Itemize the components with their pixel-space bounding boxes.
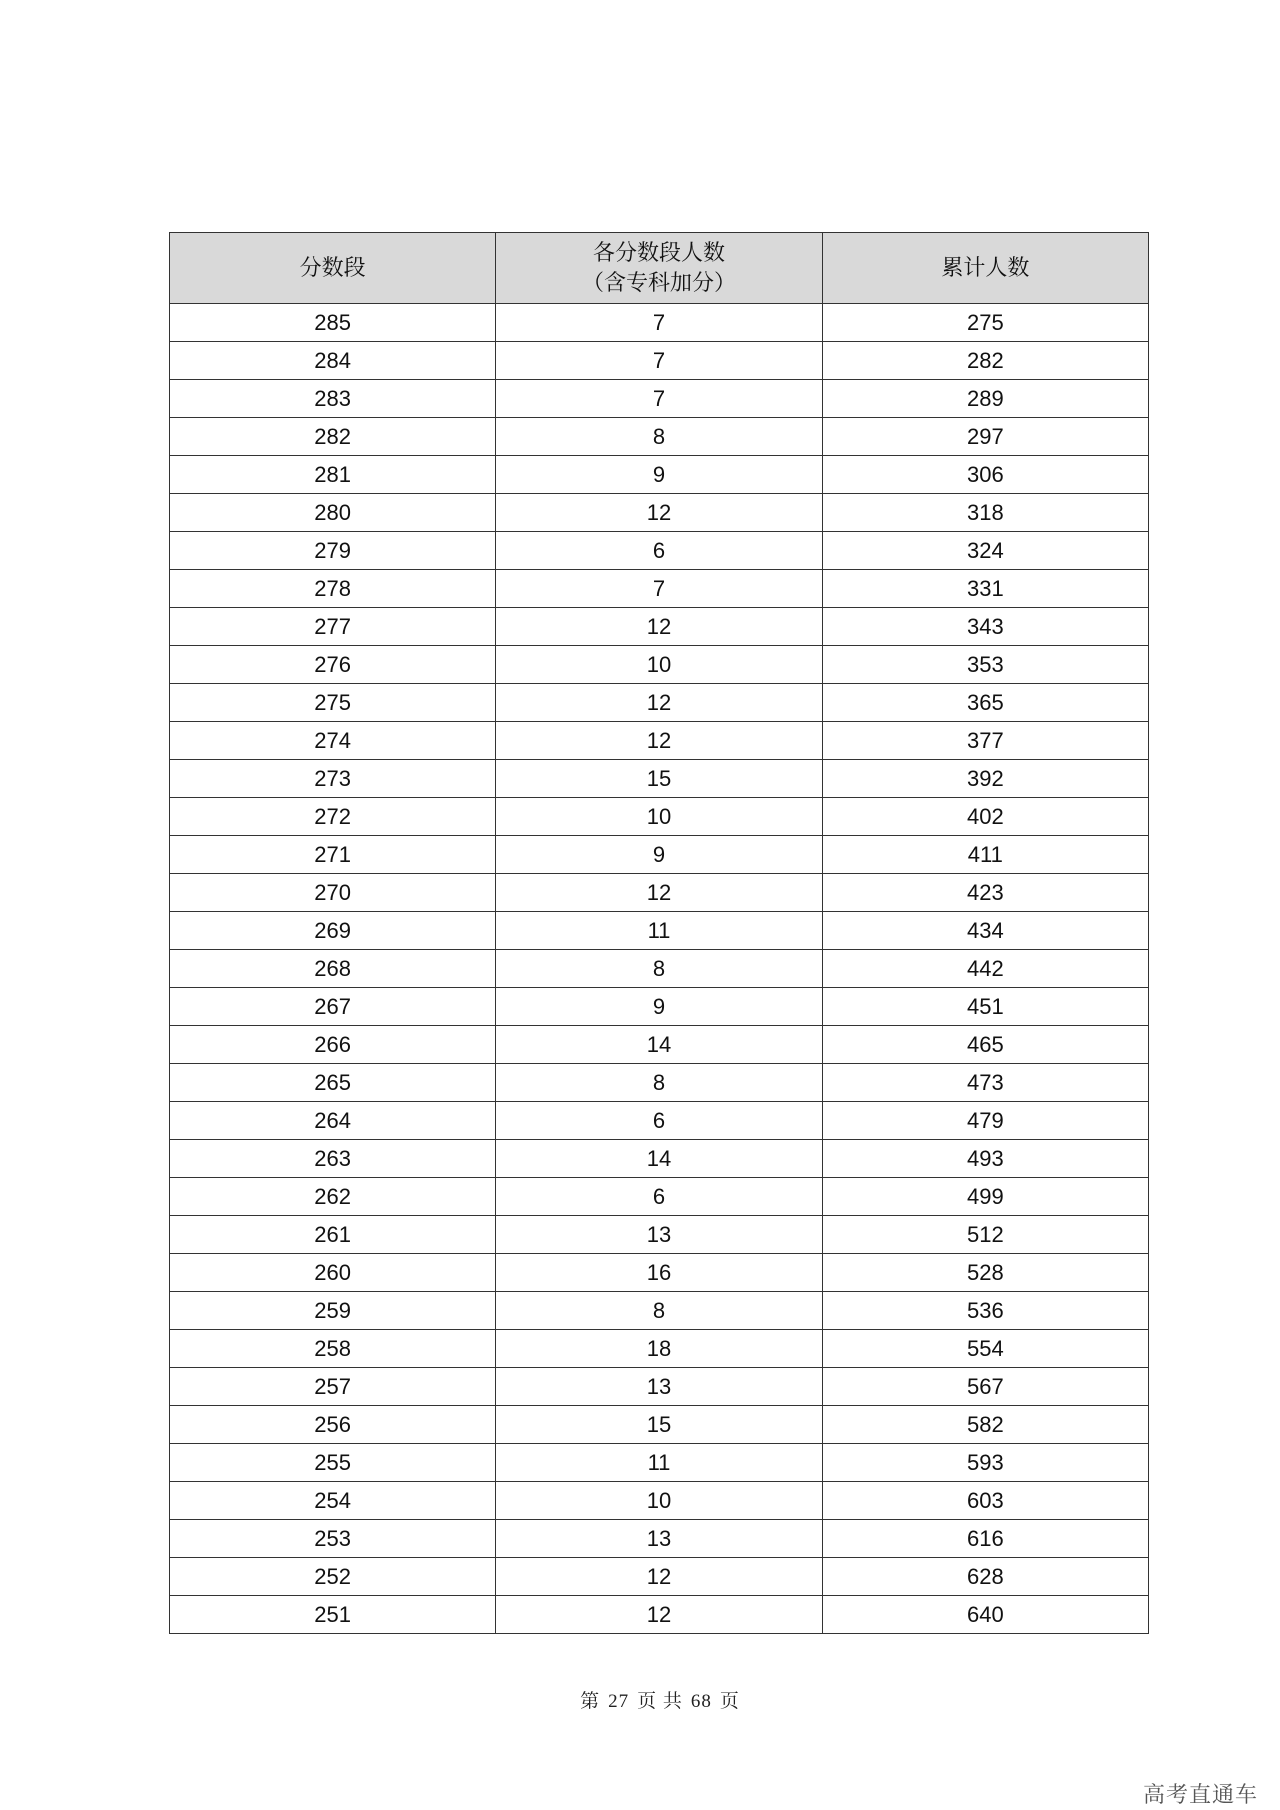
cell-cumulative: 493 <box>822 1140 1148 1178</box>
cell-score: 269 <box>170 912 496 950</box>
table-body <box>170 304 1149 1634</box>
cell-score: 266 <box>170 1026 496 1064</box>
cell-score: 258 <box>170 1330 496 1368</box>
cell-cumulative: 628 <box>822 1558 1148 1596</box>
cell-score: 254 <box>170 1482 496 1520</box>
footer-prefix: 第 <box>580 1691 601 1712</box>
table-row <box>170 1140 1149 1178</box>
table-row <box>170 912 1149 950</box>
table-row <box>170 1254 1149 1292</box>
cell-cumulative: 343 <box>822 608 1148 646</box>
cell-cumulative: 479 <box>822 1102 1148 1140</box>
cell-score: 264 <box>170 1102 496 1140</box>
cell-count: 15 <box>496 760 822 798</box>
cell-count: 10 <box>496 1482 822 1520</box>
cell-score: 272 <box>170 798 496 836</box>
cell-cumulative: 593 <box>822 1444 1148 1482</box>
table-header-row <box>170 233 1149 304</box>
table-row <box>170 1444 1149 1482</box>
table-row <box>170 304 1149 342</box>
cell-score: 282 <box>170 418 496 456</box>
score-distribution-table <box>169 232 1149 1634</box>
table-row <box>170 646 1149 684</box>
table-row <box>170 722 1149 760</box>
table-row <box>170 1026 1149 1064</box>
cell-count: 7 <box>496 380 822 418</box>
cell-score: 270 <box>170 874 496 912</box>
table-row <box>170 456 1149 494</box>
table-row <box>170 798 1149 836</box>
cell-cumulative: 423 <box>822 874 1148 912</box>
cell-cumulative: 318 <box>822 494 1148 532</box>
cell-count: 12 <box>496 494 822 532</box>
cell-count: 12 <box>496 1558 822 1596</box>
cell-cumulative: 582 <box>822 1406 1148 1444</box>
cell-cumulative: 331 <box>822 570 1148 608</box>
cell-cumulative: 536 <box>822 1292 1148 1330</box>
cell-count: 15 <box>496 1406 822 1444</box>
cell-count: 13 <box>496 1520 822 1558</box>
table-row <box>170 950 1149 988</box>
cell-cumulative: 499 <box>822 1178 1148 1216</box>
cell-cumulative: 616 <box>822 1520 1148 1558</box>
cell-score: 263 <box>170 1140 496 1178</box>
cell-score: 281 <box>170 456 496 494</box>
table-row <box>170 608 1149 646</box>
footer-current-page: 27 <box>608 1691 630 1712</box>
cell-cumulative: 554 <box>822 1330 1148 1368</box>
table-row <box>170 1596 1149 1634</box>
table-row <box>170 1102 1149 1140</box>
table-row <box>170 1178 1149 1216</box>
cell-cumulative: 442 <box>822 950 1148 988</box>
cell-score: 278 <box>170 570 496 608</box>
cell-count: 6 <box>496 1178 822 1216</box>
table-row <box>170 1330 1149 1368</box>
header-cumulative-count: 累计人数 <box>822 233 1148 304</box>
cell-score: 259 <box>170 1292 496 1330</box>
cell-count: 7 <box>496 342 822 380</box>
cell-count: 13 <box>496 1368 822 1406</box>
table-row <box>170 988 1149 1026</box>
page-footer <box>0 1686 1280 1713</box>
cell-count: 18 <box>496 1330 822 1368</box>
table-row <box>170 760 1149 798</box>
table-row <box>170 1520 1149 1558</box>
cell-count: 6 <box>496 1102 822 1140</box>
cell-score: 255 <box>170 1444 496 1482</box>
footer-suffix: 页 <box>719 1691 740 1712</box>
header-count-per-range <box>496 233 822 304</box>
cell-count: 13 <box>496 1216 822 1254</box>
cell-cumulative: 640 <box>822 1596 1148 1634</box>
table-row <box>170 1368 1149 1406</box>
table-row <box>170 532 1149 570</box>
cell-score: 285 <box>170 304 496 342</box>
cell-count: 16 <box>496 1254 822 1292</box>
cell-cumulative: 275 <box>822 304 1148 342</box>
cell-cumulative: 512 <box>822 1216 1148 1254</box>
header-count-line1: 各分数段人数 <box>592 240 725 265</box>
table-row <box>170 494 1149 532</box>
cell-count: 7 <box>496 304 822 342</box>
header-score-range: 分数段 <box>170 233 496 304</box>
cell-count: 12 <box>496 874 822 912</box>
table-row <box>170 836 1149 874</box>
table-row <box>170 1064 1149 1102</box>
cell-cumulative: 434 <box>822 912 1148 950</box>
cell-cumulative: 289 <box>822 380 1148 418</box>
cell-cumulative: 528 <box>822 1254 1148 1292</box>
cell-score: 280 <box>170 494 496 532</box>
cell-cumulative: 365 <box>822 684 1148 722</box>
cell-count: 11 <box>496 912 822 950</box>
cell-count: 12 <box>496 684 822 722</box>
cell-score: 277 <box>170 608 496 646</box>
cell-cumulative: 297 <box>822 418 1148 456</box>
cell-score: 253 <box>170 1520 496 1558</box>
cell-cumulative: 411 <box>822 836 1148 874</box>
cell-count: 11 <box>496 1444 822 1482</box>
cell-score: 276 <box>170 646 496 684</box>
cell-cumulative: 402 <box>822 798 1148 836</box>
cell-count: 6 <box>496 532 822 570</box>
cell-count: 14 <box>496 1026 822 1064</box>
table-row <box>170 570 1149 608</box>
cell-score: 271 <box>170 836 496 874</box>
cell-score: 261 <box>170 1216 496 1254</box>
cell-cumulative: 451 <box>822 988 1148 1026</box>
cell-count: 8 <box>496 418 822 456</box>
cell-count: 8 <box>496 1292 822 1330</box>
cell-score: 274 <box>170 722 496 760</box>
table-row <box>170 1292 1149 1330</box>
table-row <box>170 1216 1149 1254</box>
cell-cumulative: 306 <box>822 456 1148 494</box>
cell-score: 251 <box>170 1596 496 1634</box>
cell-count: 8 <box>496 950 822 988</box>
cell-score: 252 <box>170 1558 496 1596</box>
cell-count: 12 <box>496 1596 822 1634</box>
cell-count: 9 <box>496 836 822 874</box>
cell-cumulative: 282 <box>822 342 1148 380</box>
table-row <box>170 684 1149 722</box>
cell-score: 256 <box>170 1406 496 1444</box>
cell-cumulative: 567 <box>822 1368 1148 1406</box>
cell-count: 9 <box>496 988 822 1026</box>
table-row <box>170 418 1149 456</box>
header-count-line2: （含专科加分） <box>581 270 736 295</box>
cell-cumulative: 465 <box>822 1026 1148 1064</box>
cell-count: 8 <box>496 1064 822 1102</box>
cell-cumulative: 353 <box>822 646 1148 684</box>
cell-score: 283 <box>170 380 496 418</box>
footer-middle: 页 共 <box>637 1691 683 1712</box>
cell-cumulative: 603 <box>822 1482 1148 1520</box>
cell-score: 273 <box>170 760 496 798</box>
cell-cumulative: 392 <box>822 760 1148 798</box>
table-row <box>170 1482 1149 1520</box>
cell-count: 10 <box>496 798 822 836</box>
cell-score: 260 <box>170 1254 496 1292</box>
cell-count: 7 <box>496 570 822 608</box>
cell-score: 267 <box>170 988 496 1026</box>
cell-count: 10 <box>496 646 822 684</box>
cell-count: 14 <box>496 1140 822 1178</box>
cell-cumulative: 377 <box>822 722 1148 760</box>
cell-score: 284 <box>170 342 496 380</box>
cell-score: 268 <box>170 950 496 988</box>
cell-cumulative: 473 <box>822 1064 1148 1102</box>
cell-count: 12 <box>496 722 822 760</box>
cell-score: 279 <box>170 532 496 570</box>
table-row <box>170 1406 1149 1444</box>
watermark-text: 高考直通车 <box>1142 1782 1258 1807</box>
cell-score: 275 <box>170 684 496 722</box>
table-row <box>170 1558 1149 1596</box>
footer-total-pages: 68 <box>690 1691 712 1712</box>
cell-count: 9 <box>496 456 822 494</box>
cell-score: 257 <box>170 1368 496 1406</box>
cell-count: 12 <box>496 608 822 646</box>
table-row <box>170 874 1149 912</box>
cell-cumulative: 324 <box>822 532 1148 570</box>
table-row <box>170 342 1149 380</box>
cell-score: 262 <box>170 1178 496 1216</box>
table-row <box>170 380 1149 418</box>
cell-score: 265 <box>170 1064 496 1102</box>
